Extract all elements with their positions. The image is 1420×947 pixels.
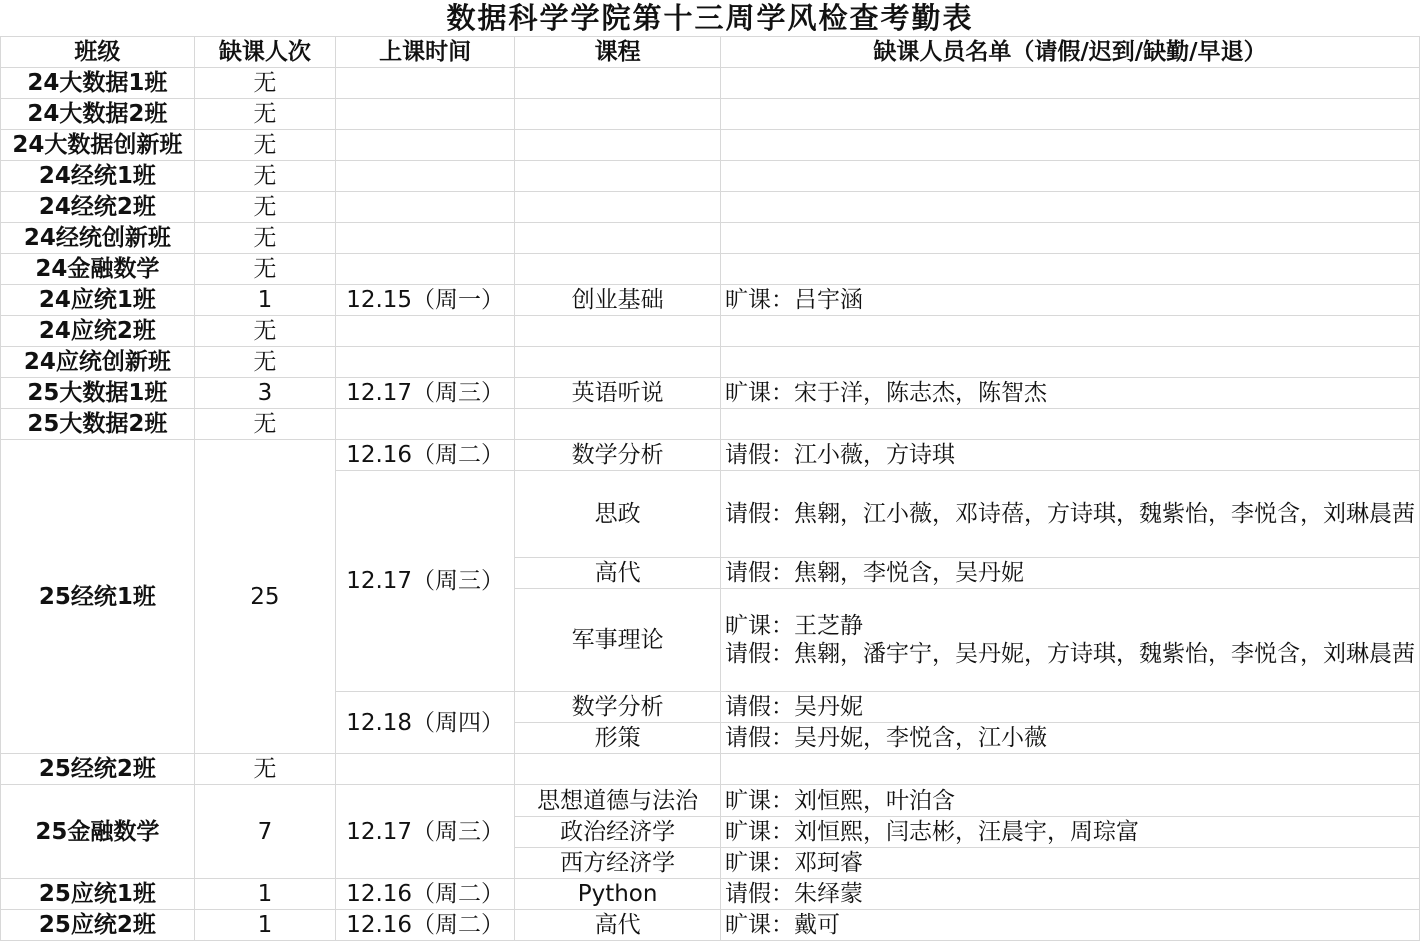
names-cell: 请假：吴丹妮	[720, 692, 1419, 723]
course-cell: 西方经济学	[515, 848, 721, 879]
names-cell	[720, 254, 1419, 285]
course-cell	[515, 223, 721, 254]
time-cell: 12.16（周二）	[336, 910, 515, 941]
names-cell: 请假：江小薇，方诗琪	[720, 440, 1419, 471]
count-cell: 无	[194, 409, 335, 440]
course-cell	[515, 99, 721, 130]
course-cell	[515, 192, 721, 223]
time-cell	[336, 192, 515, 223]
time-cell: 12.16（周二）	[336, 879, 515, 910]
names-cell	[720, 754, 1419, 785]
names-cell	[720, 223, 1419, 254]
class-cell: 25大数据1班	[1, 378, 195, 409]
course-cell	[515, 130, 721, 161]
names-cell	[720, 409, 1419, 440]
names-cell: 请假：焦翱，李悦含，吴丹妮	[720, 558, 1419, 589]
class-cell: 24经统2班	[1, 192, 195, 223]
table-row	[1, 879, 1420, 910]
count-cell: 无	[194, 754, 335, 785]
class-cell: 25应统2班	[1, 910, 195, 941]
count-cell: 25	[194, 440, 335, 754]
course-cell: 思政	[515, 471, 721, 558]
names-cell	[720, 130, 1419, 161]
time-cell	[336, 161, 515, 192]
count-cell: 1	[194, 285, 335, 316]
course-cell: 形策	[515, 723, 721, 754]
time-cell: 12.17（周三）	[336, 378, 515, 409]
class-cell: 24应统2班	[1, 316, 195, 347]
count-cell: 无	[194, 316, 335, 347]
course-cell	[515, 409, 721, 440]
course-cell: Python	[515, 879, 721, 910]
course-cell: 数学分析	[515, 440, 721, 471]
count-cell: 3	[194, 378, 335, 409]
time-cell	[336, 754, 515, 785]
names-cell: 旷课：吕宇涵	[720, 285, 1419, 316]
class-cell: 25金融数学	[1, 785, 195, 879]
names-cell: 请假：吴丹妮，李悦含，江小薇	[720, 723, 1419, 754]
names-cell: 请假：朱绎蒙	[720, 879, 1419, 910]
names-cell: 旷课：邓珂睿	[720, 848, 1419, 879]
table-row	[1, 130, 1420, 161]
page-title: 数据科学学院第十三周学风检查考勤表	[446, 1, 974, 35]
course-cell	[515, 68, 721, 99]
count-cell: 无	[194, 161, 335, 192]
header-count: 缺课人次	[194, 37, 335, 68]
header-class: 班级	[1, 37, 195, 68]
time-cell	[336, 409, 515, 440]
course-cell: 创业基础	[515, 285, 721, 316]
names-cell	[720, 68, 1419, 99]
attendance-table	[0, 36, 1420, 941]
time-cell	[336, 316, 515, 347]
table-row	[1, 192, 1420, 223]
table-row	[1, 785, 1420, 817]
names-cell	[720, 192, 1419, 223]
class-cell: 24金融数学	[1, 254, 195, 285]
count-cell: 1	[194, 910, 335, 941]
names-cell: 旷课：宋于洋，陈志杰，陈智杰	[720, 378, 1419, 409]
class-cell: 25经统1班	[1, 440, 195, 754]
names-line: 请假：焦翱，潘宇宁，吴丹妮，方诗琪，魏紫怡，李悦含，刘琳晨茜	[724, 641, 1415, 667]
names-cell: 旷课：刘恒熙，叶泊含	[720, 785, 1419, 817]
time-cell: 12.17（周三）	[336, 471, 515, 692]
names-line: 旷课：王芝静	[724, 613, 863, 639]
class-cell: 24大数据1班	[1, 68, 195, 99]
time-cell: 12.15（周一）	[336, 285, 515, 316]
time-cell	[336, 347, 515, 378]
count-cell: 无	[194, 254, 335, 285]
class-cell: 24经统1班	[1, 161, 195, 192]
time-cell	[336, 223, 515, 254]
table-row	[1, 409, 1420, 440]
course-cell: 英语听说	[515, 378, 721, 409]
table-row	[1, 161, 1420, 192]
table-row	[1, 223, 1420, 254]
header-course: 课程	[515, 37, 721, 68]
names-cell: 旷课：刘恒熙，闫志彬，汪晨宇，周琮富	[720, 817, 1419, 848]
count-cell: 无	[194, 223, 335, 254]
course-cell: 数学分析	[515, 692, 721, 723]
course-cell: 政治经济学	[515, 817, 721, 848]
table-row	[1, 285, 1420, 316]
course-cell: 高代	[515, 910, 721, 941]
header-time: 上课时间	[336, 37, 515, 68]
table-row	[1, 347, 1420, 378]
table-row	[1, 99, 1420, 130]
header-row	[1, 37, 1420, 68]
course-cell	[515, 161, 721, 192]
table-row	[1, 440, 1420, 471]
class-cell: 24经统创新班	[1, 223, 195, 254]
time-cell	[336, 254, 515, 285]
names-cell	[720, 316, 1419, 347]
time-cell: 12.17（周三）	[336, 785, 515, 879]
count-cell: 无	[194, 99, 335, 130]
table-row	[1, 754, 1420, 785]
course-cell: 思想道德与法治	[515, 785, 721, 817]
class-cell: 25应统1班	[1, 879, 195, 910]
header-names: 缺课人员名单（请假/迟到/缺勤/早退）	[720, 37, 1419, 68]
class-cell: 24应统创新班	[1, 347, 195, 378]
table-row	[1, 68, 1420, 99]
names-cell: 旷课：戴可	[720, 910, 1419, 941]
names-cell	[720, 161, 1419, 192]
count-cell: 7	[194, 785, 335, 879]
table-row	[1, 316, 1420, 347]
table-row	[1, 378, 1420, 409]
time-cell	[336, 130, 515, 161]
class-cell: 24应统1班	[1, 285, 195, 316]
time-cell	[336, 99, 515, 130]
table-row	[1, 254, 1420, 285]
names-cell	[720, 347, 1419, 378]
class-cell: 25大数据2班	[1, 409, 195, 440]
time-cell: 12.18（周四）	[336, 692, 515, 754]
class-cell: 24大数据2班	[1, 99, 195, 130]
count-cell: 无	[194, 130, 335, 161]
course-cell	[515, 347, 721, 378]
names-cell	[720, 589, 1419, 692]
names-cell: 请假：焦翱，江小薇，邓诗蓓，方诗琪，魏紫怡，李悦含，刘琳晨茜	[720, 471, 1419, 558]
class-cell: 24大数据创新班	[1, 130, 195, 161]
time-cell	[336, 68, 515, 99]
table-row	[1, 910, 1420, 941]
count-cell: 1	[194, 879, 335, 910]
count-cell: 无	[194, 68, 335, 99]
count-cell: 无	[194, 347, 335, 378]
course-cell	[515, 316, 721, 347]
time-cell: 12.16（周二）	[336, 440, 515, 471]
names-cell	[720, 99, 1419, 130]
count-cell: 无	[194, 192, 335, 223]
course-cell	[515, 754, 721, 785]
class-cell: 25经统2班	[1, 754, 195, 785]
course-cell: 军事理论	[515, 589, 721, 692]
course-cell	[515, 254, 721, 285]
course-cell: 高代	[515, 558, 721, 589]
